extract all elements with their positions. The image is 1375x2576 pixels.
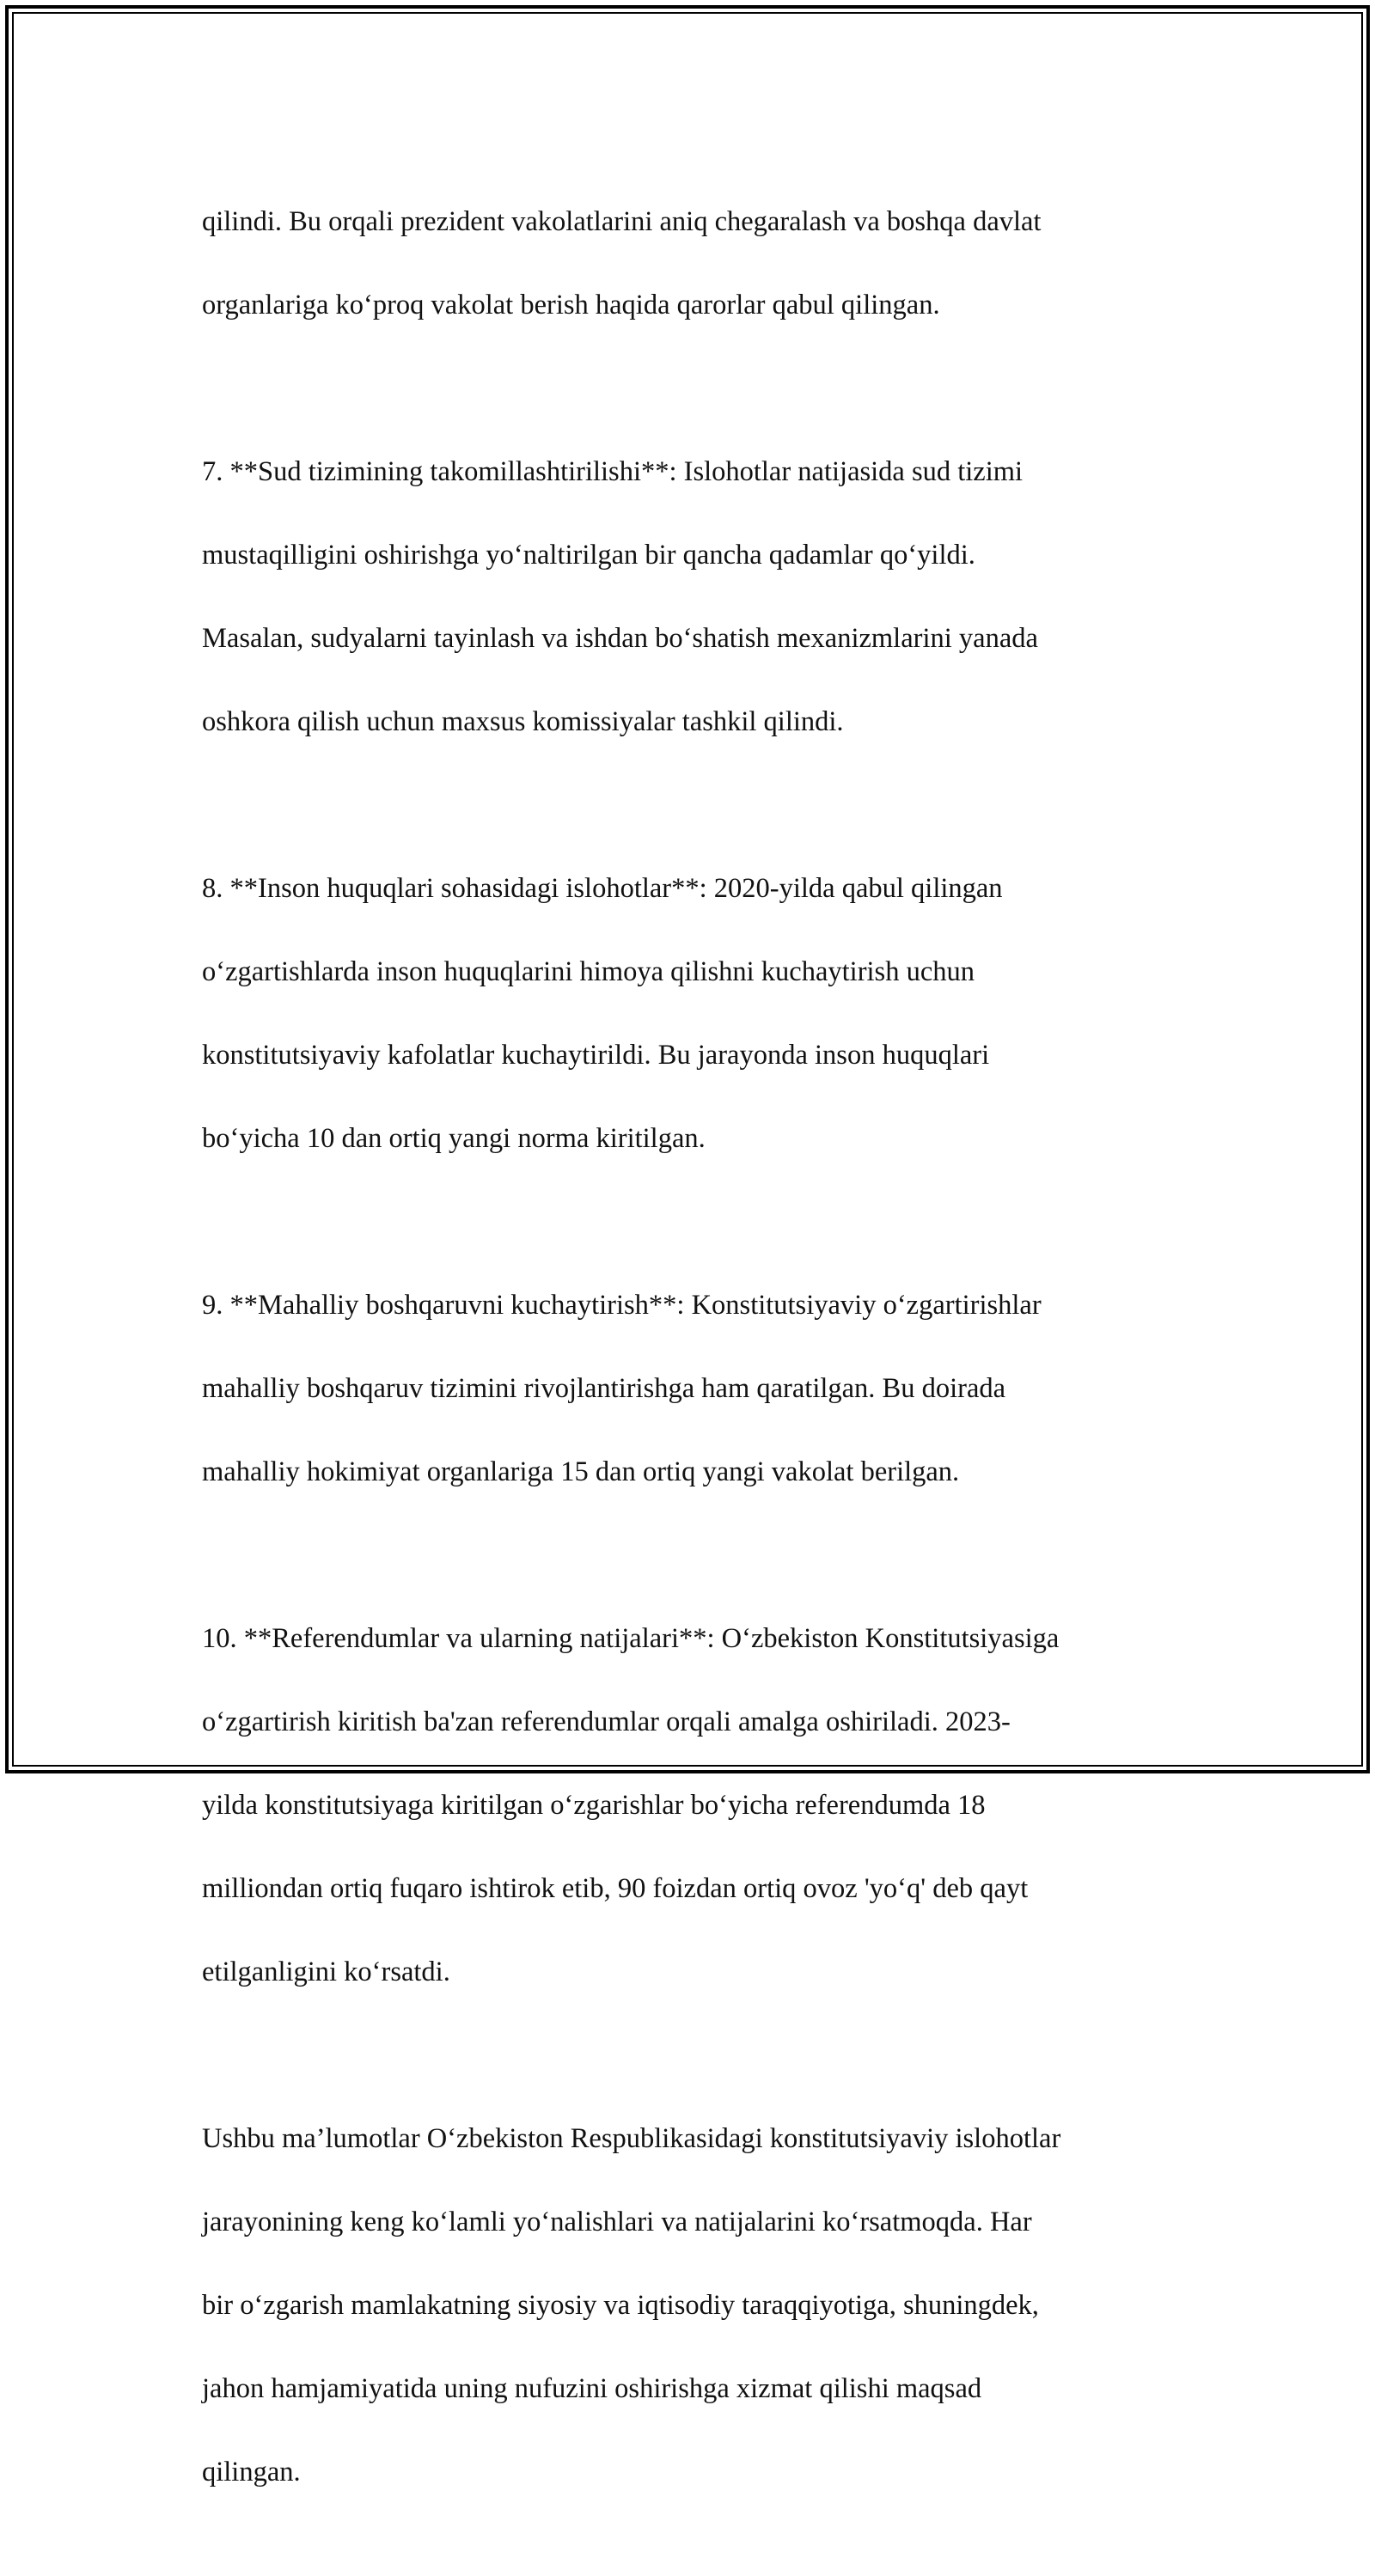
- text-line: Masalan, sudyalarni tayinlash va ishdan bo‘shatish mexanizmlarini yanada: [202, 622, 1038, 654]
- paragraph-continuation: [202, 159, 1182, 368]
- paragraph-item-9: [202, 1242, 1182, 1535]
- text-line: 7. **Sud tizimining takomillashtirilishi**: Islohotlar natijasida sud tizimi: [202, 455, 1024, 487]
- text-line: 10. **Referendumlar va ularning natijalari**: O‘zbekiston Konstitutsiyasiga: [202, 1622, 1060, 1654]
- text-line: bo‘yicha 10 dan ortiq yangi norma kiritilgan.: [202, 1122, 706, 1154]
- text-line: qilindi. Bu orqali prezident vakolatlarini aniq chegaralash va boshqa davlat: [202, 205, 1042, 237]
- text-line: yilda konstitutsiyaga kiritilgan o‘zgarishlar bo‘yicha referendumda 18: [202, 1789, 986, 1821]
- paragraph-item-10: [202, 1576, 1182, 2035]
- paragraph-item-8: [202, 826, 1182, 1201]
- text-line: etilganligini ko‘rsatdi.: [202, 1956, 450, 1987]
- text-line: bir o‘zgarish mamlakatning siyosiy va iqtisodiy taraqqiyotiga, shuningdek,: [202, 2289, 1039, 2321]
- text-line: o‘zgartirish kiritish ba'zan referendumlar orqali amalga oshiriladi. 2023-: [202, 1706, 1011, 1737]
- text-line: jarayonining keng ko‘lamli yo‘nalishlari va natijalarini ko‘rsatmoqda. Har: [202, 2206, 1032, 2237]
- text-line: qilingan.: [202, 2456, 301, 2487]
- text-line: jahon hamjamiyatida uning nufuzini oshirishga xizmat qilishi maqsad: [202, 2372, 982, 2404]
- text-line: mahalliy hokimiyat organlariga 15 dan ortiq yangi vakolat berilgan.: [202, 1456, 960, 1487]
- text-line: milliondan ortiq fuqaro ishtirok etib, 90 foizdan ortiq ovoz 'yo‘q' deb qayt: [202, 1872, 1029, 1904]
- text-line: oshkora qilish uchun maxsus komissiyalar tashkil qilindi.: [202, 705, 844, 737]
- paragraph-item-7: [202, 409, 1182, 784]
- text-line: o‘zgartishlarda inson huquqlarini himoya qilishni kuchaytirish uchun: [202, 955, 975, 987]
- text-line: mahalliy boshqaruv tizimini rivojlantirishga ham qaratilgan. Bu doirada: [202, 1372, 1006, 1404]
- text-line: konstitutsiyaviy kafolatlar kuchaytirildi. Bu jarayonda inson huquqlari: [202, 1039, 990, 1071]
- text-line: organlariga ko‘proq vakolat berish haqida qarorlar qabul qilingan.: [202, 289, 940, 320]
- document-body: [202, 159, 1182, 2576]
- text-line: 9. **Mahalliy boshqaruvni kuchaytirish**: Konstitutsiyaviy o‘zgartirishlar: [202, 1289, 1042, 1321]
- text-line: 8. **Inson huquqlari sohasidagi islohotlar**: 2020-yilda qabul qilingan: [202, 872, 1003, 904]
- text-line: Ushbu ma’lumotlar O‘zbekiston Respublikasidagi konstitutsiyaviy islohotlar: [202, 2122, 1061, 2154]
- text-line: mustaqilligini oshirishga yo‘naltirilgan bir qancha qadamlar qo‘yildi.: [202, 539, 975, 571]
- paragraph-conclusion: [202, 2076, 1182, 2535]
